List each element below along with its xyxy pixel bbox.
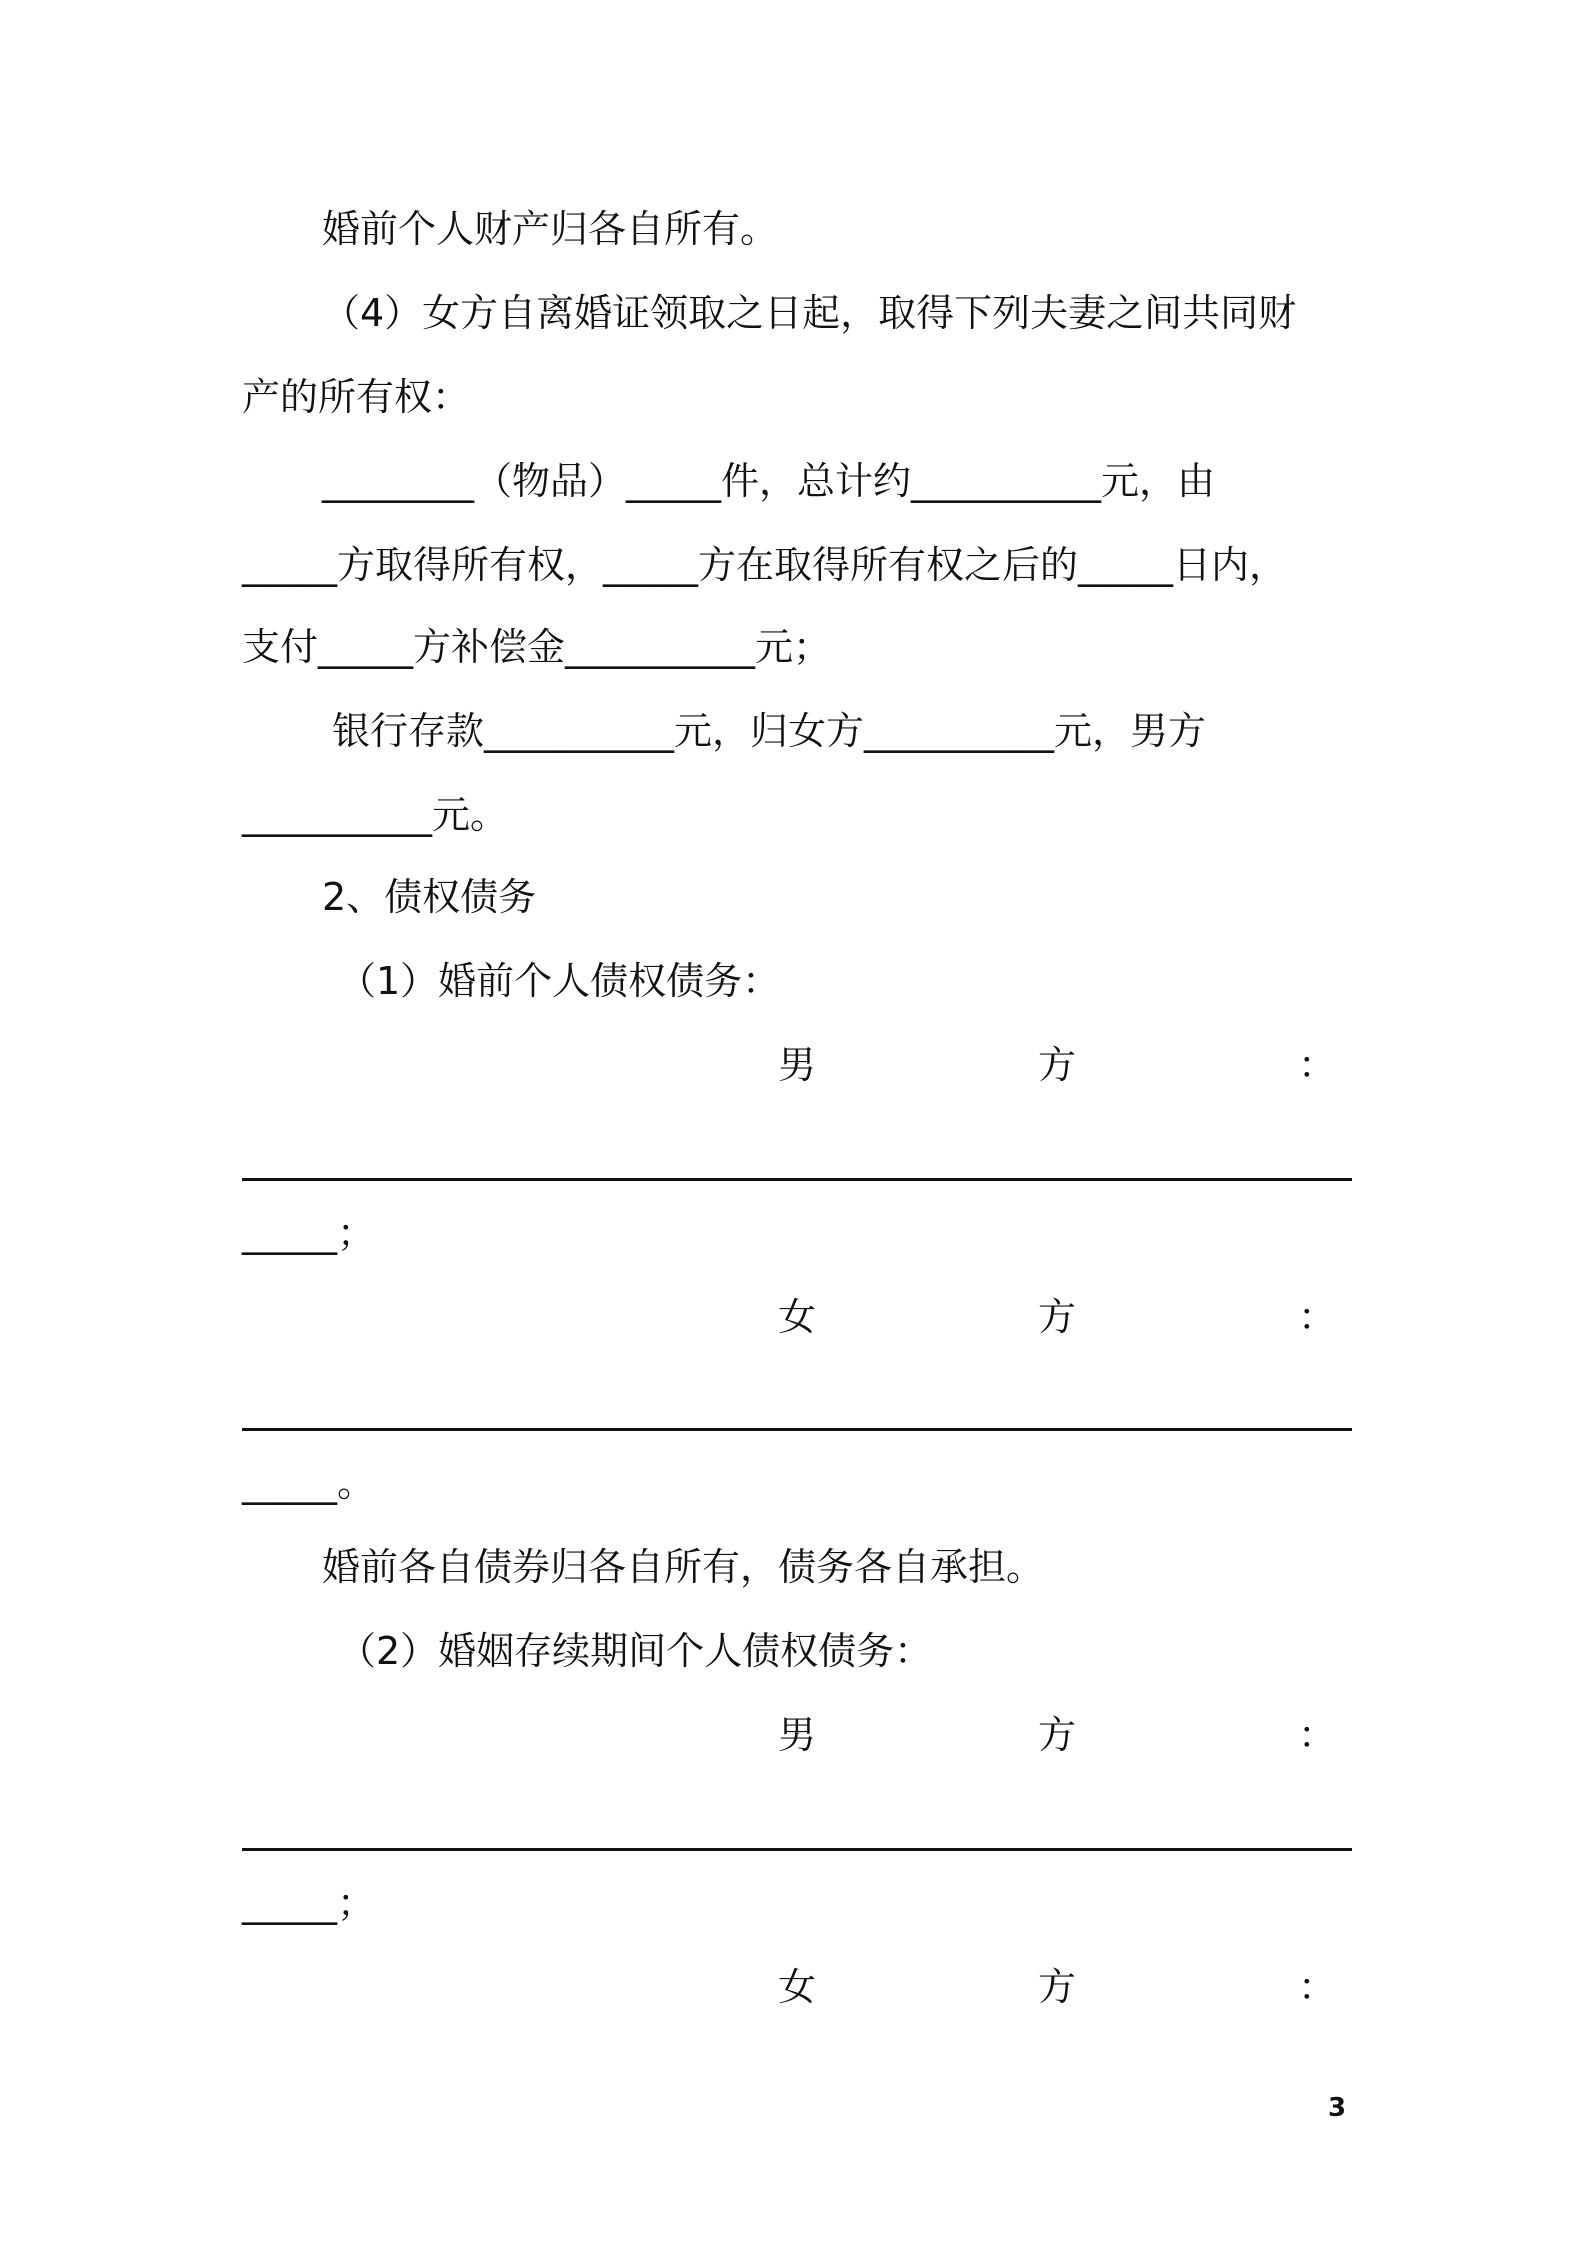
blank-line-tail: _____。 <box>242 1461 376 1505</box>
paragraph-bank-deposit-line2: __________元。 <box>242 793 509 837</box>
party-char: 方 <box>1037 1043 1076 1087</box>
party-char: 女 <box>778 1295 817 1339</box>
blank-line-tail: _____； <box>242 1881 376 1925</box>
paragraph-debt-ownership: 婚前各自债券归各自所有，债务各自承担。 <box>322 1545 1045 1589</box>
party-colon: ： <box>1297 1043 1336 1087</box>
subsection-premarital-debts: （1）婚前个人债权债务： <box>338 959 781 1003</box>
party-char: 男 <box>778 1043 817 1087</box>
paragraph-bank-deposit-line1: 银行存款__________元，归女方__________元，男方 <box>332 709 1207 753</box>
blank-line <box>242 1848 1352 1851</box>
party-colon: ： <box>1297 1295 1336 1339</box>
male-party-label-1 <box>778 1040 1336 1090</box>
party-char: 方 <box>1037 1713 1076 1757</box>
female-party-label-1 <box>778 1292 1336 1342</box>
paragraph-premarital-property: 婚前个人财产归各自所有。 <box>322 207 779 251</box>
party-char: 方 <box>1037 1295 1076 1339</box>
party-char: 女 <box>778 1965 817 2009</box>
blank-line-tail: _____； <box>242 1211 376 1255</box>
paragraph-items-line2: _____方取得所有权，_____方在取得所有权之后的_____日内， <box>242 543 1288 587</box>
paragraph-items-line3: 支付_____方补偿金__________元； <box>242 625 832 669</box>
paragraph-wife-ownership-line1: （4）女方自离婚证领取之日起，取得下列夫妻之间共同财 <box>322 291 1297 335</box>
party-char: 男 <box>778 1713 817 1757</box>
paragraph-items-line1: ________（物品）_____件，总计约__________元，由 <box>322 459 1216 503</box>
blank-line <box>242 1428 1352 1431</box>
party-colon: ： <box>1297 1713 1336 1757</box>
blank-line <box>242 1178 1352 1181</box>
page-number: 3 <box>1328 2093 1347 2123</box>
party-colon: ： <box>1297 1965 1336 2009</box>
female-party-label-2 <box>778 1962 1336 2012</box>
male-party-label-2 <box>778 1710 1336 1760</box>
section-heading-debts: 2、债权债务 <box>322 875 537 919</box>
paragraph-wife-ownership-line2: 产的所有权： <box>242 375 471 419</box>
party-char: 方 <box>1037 1965 1076 2009</box>
subsection-marriage-debts: （2）婚姻存续期间个人债权债务： <box>338 1629 933 1673</box>
